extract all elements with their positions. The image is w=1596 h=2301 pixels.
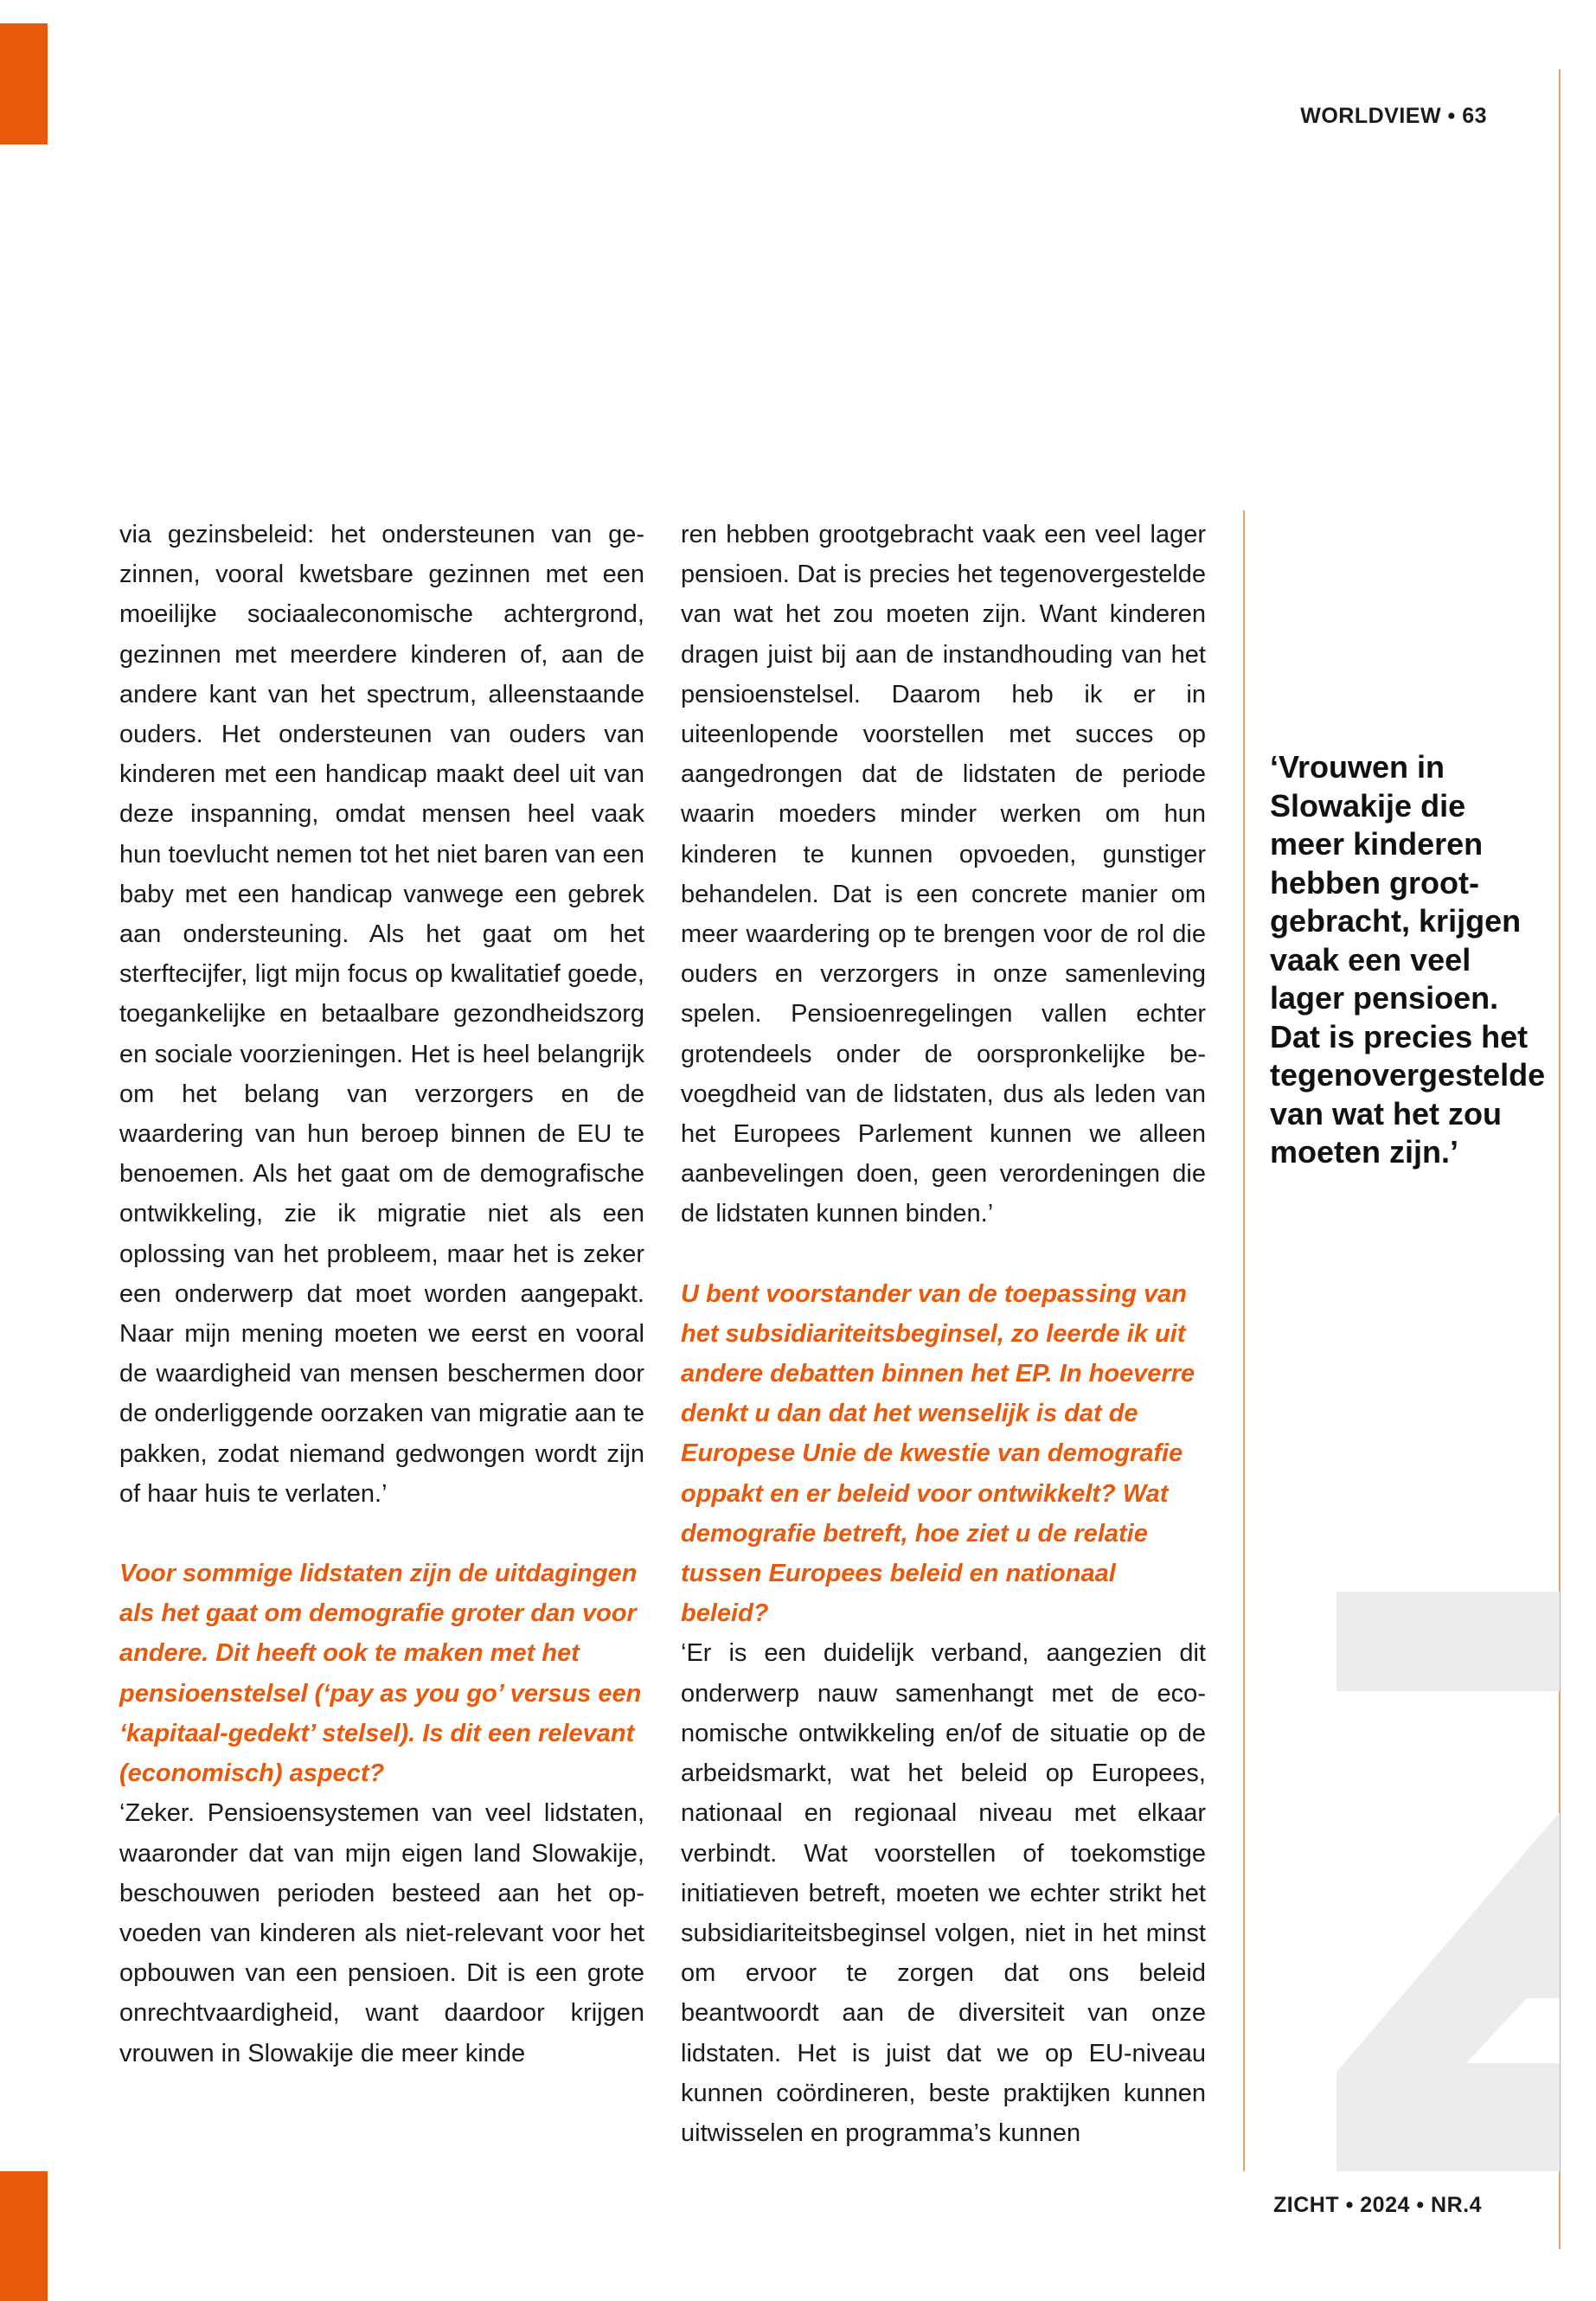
running-header: WORLDVIEW • 63 — [1300, 104, 1487, 128]
footer-issue-label: ZICHT • 2024 • NR.4 — [1273, 2193, 1482, 2217]
middle-paragraph-1: ren hebben grootgebracht vaak een veel lager pensioen. Dat is precies het tegenovergestelde van wat het zou moeten zijn. Want kinderen dragen juist bij aan de instandhouding van het pensioenstelsel. Daarom heb ik er in uiteenlopende voorstellen met succes op aangedrongen dat de lidstaten de periode waarin moeders minder werken om hun kinderen te kunnen opvoeden, gunstiger behandelen. Dat is een concrete manier om meer waardering op te brengen voor de rol die ouders en verzorgers in onze samenleving spelen. Pensioenregelingen vallen echter grotendeels onder de oorspronkelijke bevoegdheid van de lidstaten, dus als leden van het Europees Parlement kunnen we alleen aanbevelingen doen, geen verordeningen die de lidstaten kunnen binden.’ — [681, 521, 1206, 1228]
decorative-number-shape — [1336, 1592, 1560, 2171]
middle-column — [681, 515, 1206, 2153]
pull-quote: ‘Vrouwen in Slowakije die meer kinderen hebben grootgebracht, krijgen vaak een veel lager pensioen. Dat is precies het tegenovergestelde van wat het zou moeten zijn.’ — [1270, 749, 1546, 1170]
middle-paragraph-2: ‘Er is een duidelijk verband, aangezien dit onderwerp nauw samenhangt met de economische ontwikkeling en/of de situatie op de arbeidsmarkt, wat het beleid op Europees, nationaal en regionaal niveau met elkaar verbindt. Wat voorstellen of toekomstige initiatieven betreft, moeten we echter strikt het subsidiariteitsbeginsel volgen, niet in het minst om ervoor te zorgen dat ons beleid beantwoordt aan de diversiteit van onze lidstaten. Het is juist dat we op EU-niveau kunnen coördineren, beste praktijken kunnen uitwisselen en programma’s kunnen — [681, 1639, 1206, 2147]
accent-tab-bottom — [0, 2171, 48, 2301]
column-divider — [1243, 510, 1245, 2171]
left-paragraph-2: ‘Zeker. Pensioensystemen van veel lidstaten, waaronder dat van mijn eigen land Slowakije, beschouwen perioden besteed aan het opvoeden van kinderen als niet-relevant voor het opbouwen van een pensioen. Dit is een grote onrechtvaardigheid, want daardoor krijgen vrouwen in Slowakije die meer kinde — [119, 1799, 644, 2067]
left-question: Voor sommige lidstaten zijn de uitdagingen als het gaat om demografie groter dan voor andere. Dit heeft ook te maken met het pensioenstelsel (‘pay as you go’ versus een ‘kapitaal-gedekt’ stelsel). Is dit een relevant (economisch) aspect? — [119, 1560, 642, 1788]
middle-question: U bent voorstander van de toepassing van het subsidiariteitsbeginsel, zo leerde ik uit andere debatten binnen het EP. In hoeverre denkt u dan dat het wenselijk is dat de Europese Unie de kwestie van demografie oppakt en er beleid voor ontwikkelt? Wat demografie betreft, hoe ziet u de relatie tussen Europees beleid en nationaal beleid? — [681, 1279, 1195, 1628]
accent-tab-top — [0, 23, 48, 144]
left-paragraph-1: via gezinsbeleid: het ondersteunen van gezinnen, vooral kwetsbare gezinnen met een moeilijke sociaaleconomische achtergrond, gezinnen met meerdere kinderen of, aan de andere kant van het spectrum, alleenstaande ouders. Het ondersteunen van ouders van kinderen met een handicap maakt deel uit van deze inspanning, omdat mensen heel vaak hun toevlucht nemen tot het niet baren van een baby met een handicap vanwege een gebrek aan ondersteuning. Als het gaat om het sterftecijfer, ligt mijn focus op kwalitatief goede, toegankelijke en betaalbare gezondheidszorg en sociale voorzieningen. Het is heel belangrijk om het belang van verzorgers en de waardering van hun beroep binnen de EU te benoemen. Als het gaat om de demografische ontwikkeling, zie ik migratie niet als een oplossing van het probleem, maar het is zeker een onderwerp dat moet worden aangepakt. Naar mijn mening moeten we eerst en vooral de waardigheid van mensen beschermen door de onderliggende oorzaken van migratie aan te pakken, zodat niemand gedwongen wordt zijn of haar huis te verlaten.’ — [119, 521, 644, 1508]
left-column — [119, 515, 644, 2073]
